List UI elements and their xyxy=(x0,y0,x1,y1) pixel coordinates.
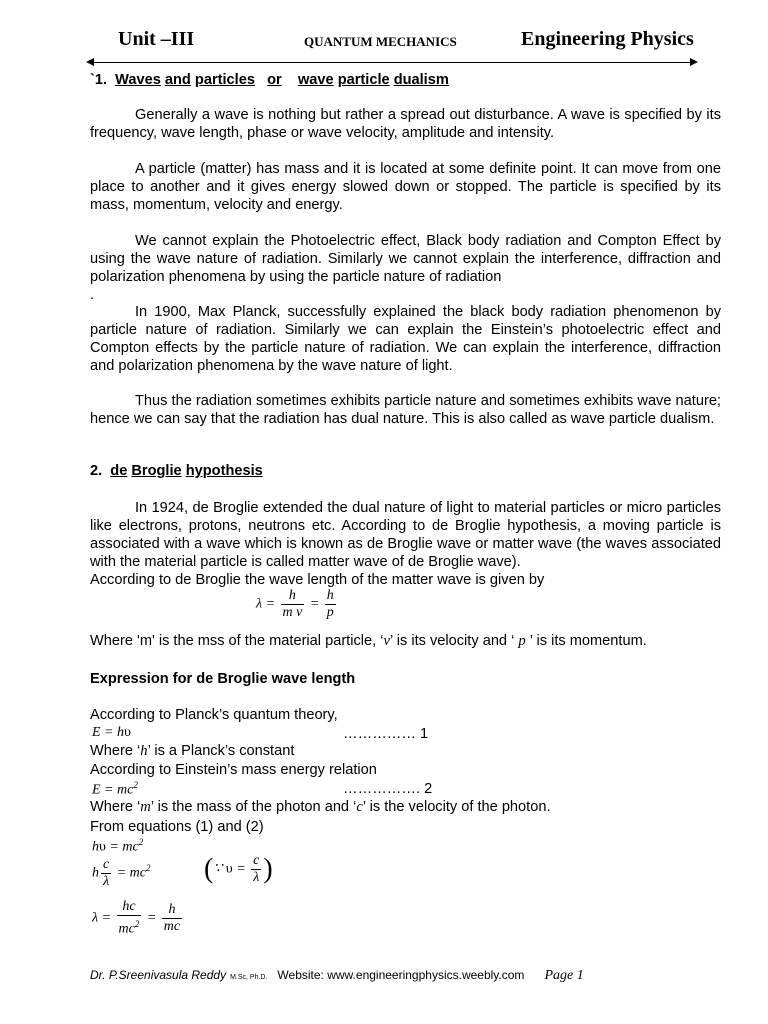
einstein-relation-line: According to Einstein’s mass energy relation xyxy=(90,762,377,778)
stray-period: . xyxy=(90,287,95,303)
where-m-line: Where 'm' is the mss of the material particle, ‘v’ is its velocity and ‘ p ’ is its momentum. xyxy=(90,633,647,649)
unit-label: Unit –III xyxy=(118,28,195,50)
equation-e-hv: E = hυ xyxy=(92,725,131,740)
where-h-line: Where ‘h’ is a Planck’s constant xyxy=(90,743,295,759)
paragraph-wave-limits: We cannot explain the Photoelectric effect, Black body radiation and Compton Effect by using the wave nature of radiation. Similarly we cannot explain the interference, diffraction and polarization phenomena by using the particle nature of radiation xyxy=(90,233,721,285)
footer-author: Dr. P.Sreenivasula Reddy xyxy=(90,968,227,982)
header-arrow-right xyxy=(690,58,698,66)
footer-page-number: Page 1 xyxy=(544,968,584,983)
section2-heading: 2. de Broglie hypothesis xyxy=(90,463,263,479)
where-mc-line: Where ‘m’ is the mass of the photon and ‘c’ is the velocity of the photon. xyxy=(90,799,551,815)
subject-label: QUANTUM MECHANICS xyxy=(304,34,457,49)
paragraph-wave-definition: Generally a wave is nothing but rather a spread out disturbance. A wave is specified by its frequency, wave length, phase or wave velocity, amplitude and intensity. xyxy=(90,107,721,141)
planck-theory-line: According to Planck’s quantum theory, xyxy=(90,707,338,723)
footer-website: Website: www.engineeringphysics.weebly.com xyxy=(277,968,525,982)
course-label: Engineering Physics xyxy=(521,28,694,50)
equation-lambda-h-mc: λ = $\frac{hc}{mc^2}$ = $\frac{h}{mc}$ xyxy=(92,899,181,937)
paragraph-particle-definition: A particle (matter) has mass and it is located at some definite point. It can move from one place to another and it gives energy slowed down or stopped. The particle is specified by its mass, momentum, velocity and energy. xyxy=(90,161,721,213)
equation-de-broglie: λ = $\frac{h}{\text{m v}}$ = $\frac{h}{p}$ xyxy=(256,588,334,620)
equation-2-ref: ……………. 2 xyxy=(343,781,433,797)
page-footer xyxy=(90,968,584,984)
footer-degrees: M.Sc, Ph.D. xyxy=(230,974,268,981)
expression-heading: Expression for de Broglie wave length xyxy=(90,671,356,687)
from-equations-line: From equations (1) and (2) xyxy=(90,819,264,835)
header-rule xyxy=(92,62,692,63)
equation-e-mc2: $E = mc^2$ xyxy=(92,780,138,798)
paragraph-planck: In 1900, Max Planck, successfully explained the black body radiation phenomenon by particle nature of radiation. Similarly we can explain the Einstein’s photoelectric effect and Compton effects by the particle nature of radiation. We can explain the interference, diffraction and polarization phenomena by the wave nature of light. xyxy=(90,304,721,374)
equation-hv-mc2: $h\upsilon = mc^2$ xyxy=(92,837,144,855)
equation-v-c-lambda: (∵ υ = $\frac{c}{\lambda}$ ) xyxy=(204,853,273,885)
equation-hc-lambda: h $\frac{c}{\lambda}$ = $mc^2$ xyxy=(92,857,151,889)
paragraph-dual-nature: Thus the radiation sometimes exhibits particle nature and sometimes exhibits wave nature; hence we can say that the radiation has dual nature. This is also called as wave particle dualism. xyxy=(90,393,721,427)
section1-number: `1. xyxy=(90,72,108,88)
section1-heading: `1. Waves and particles or wave particle dualism xyxy=(90,72,449,88)
equation-1-ref: …………… 1 xyxy=(343,726,429,742)
de-broglie-intro-line: According to de Broglie the wave length of the matter wave is given by xyxy=(90,572,545,588)
paragraph-de-broglie: In 1924, de Broglie extended the dual nature of light to material particles or micro particles like electrons, protons, neutrons etc. According to de Broglie hypothesis, a moving particle is associated with a wave which is known as de Broglie wave or matter wave (the waves associated with the material particle is called matter wave of de Broglie wave). xyxy=(90,500,721,570)
